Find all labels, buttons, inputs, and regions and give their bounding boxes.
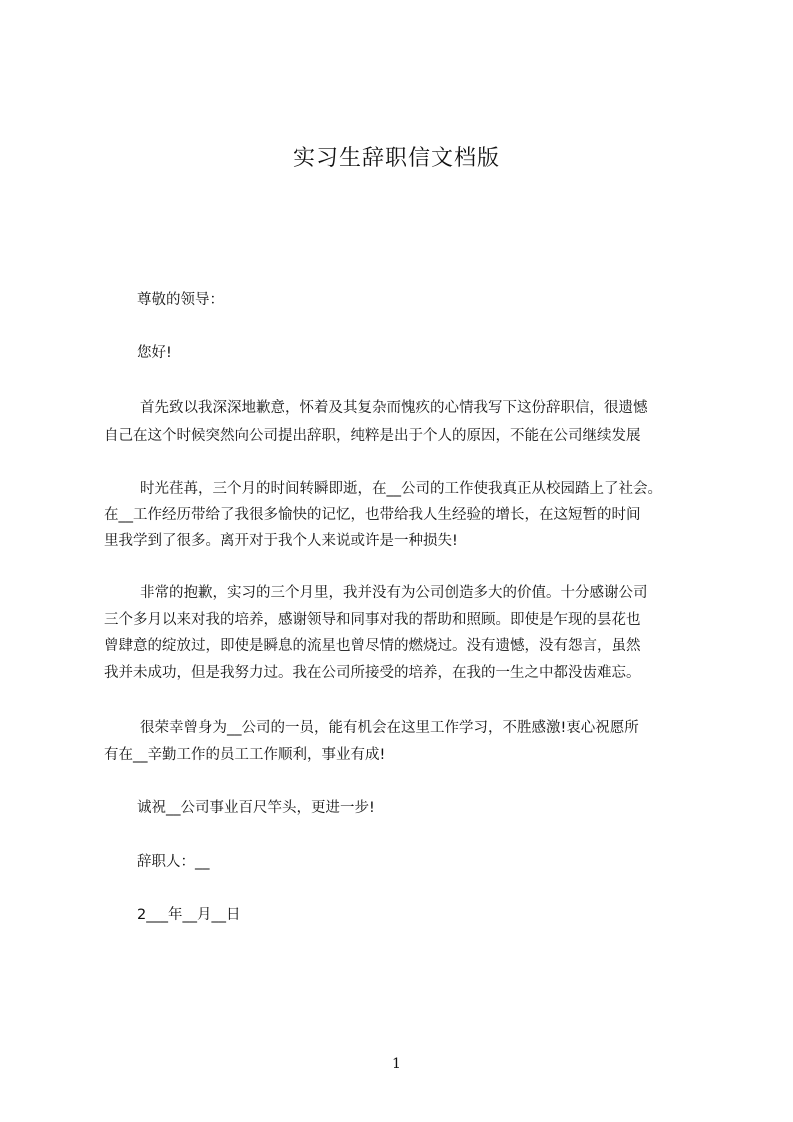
paragraph-1-line-2: 自己在这个时候突然向公司提出辞职，纯粹是出于个人的原因，不能在公司继续发展 bbox=[104, 428, 641, 444]
closing-wish: 诚祝__公司事业百尺竿头，更进一步! bbox=[137, 800, 375, 816]
paragraph-2-line-1: 时光荏苒，三个月的时间转瞬即逝，在__公司的工作使我真正从校园踏上了社会。 bbox=[140, 481, 662, 497]
paragraph-2-line-2: 在__工作经历带给了我很多愉快的记忆，也带给我人生经验的增长，在这短暂的时间 bbox=[104, 507, 641, 523]
page-number: 1 bbox=[392, 1056, 401, 1072]
paragraph-3-line-3: 曾肆意的绽放过，即使是瞬息的流星也曾尽情的燃烧过。没有遗憾，没有怨言，虽然 bbox=[104, 638, 641, 654]
salutation: 尊敬的领导： bbox=[137, 292, 224, 308]
paragraph-4-line-1: 很荣幸曾身为__公司的一员，能有机会在这里工作学习，不胜感激!衷心祝愿所 bbox=[140, 720, 639, 736]
paragraph-3-line-1: 非常的抱歉，实习的三个月里，我并没有为公司创造多大的价值。十分感谢公司 bbox=[140, 585, 648, 601]
paragraph-3-line-4: 我并未成功，但是我努力过。我在公司所接受的培养，在我的一生之中都没齿难忘。 bbox=[104, 665, 641, 681]
paragraph-3-line-2: 三个多月以来对我的培养，感谢领导和同事对我的帮助和照顾。即使是乍现的昙花也 bbox=[104, 612, 641, 628]
paragraph-1-line-1: 首先致以我深深地歉意，怀着及其复杂而愧疚的心情我写下这份辞职信，很遗憾 bbox=[140, 400, 648, 416]
signature-line: 辞职人：__ bbox=[137, 854, 210, 870]
greeting: 您好! bbox=[137, 345, 172, 361]
paragraph-4-line-2: 有在__辛勤工作的员工工作顺利，事业有成! bbox=[104, 747, 386, 763]
date-line: 2___年__月__日 bbox=[137, 907, 241, 923]
document-title: 实习生辞职信文档版 bbox=[292, 146, 500, 171]
paragraph-2-line-3: 里我学到了很多。离开对于我个人来说或许是一种损失! bbox=[104, 533, 458, 549]
